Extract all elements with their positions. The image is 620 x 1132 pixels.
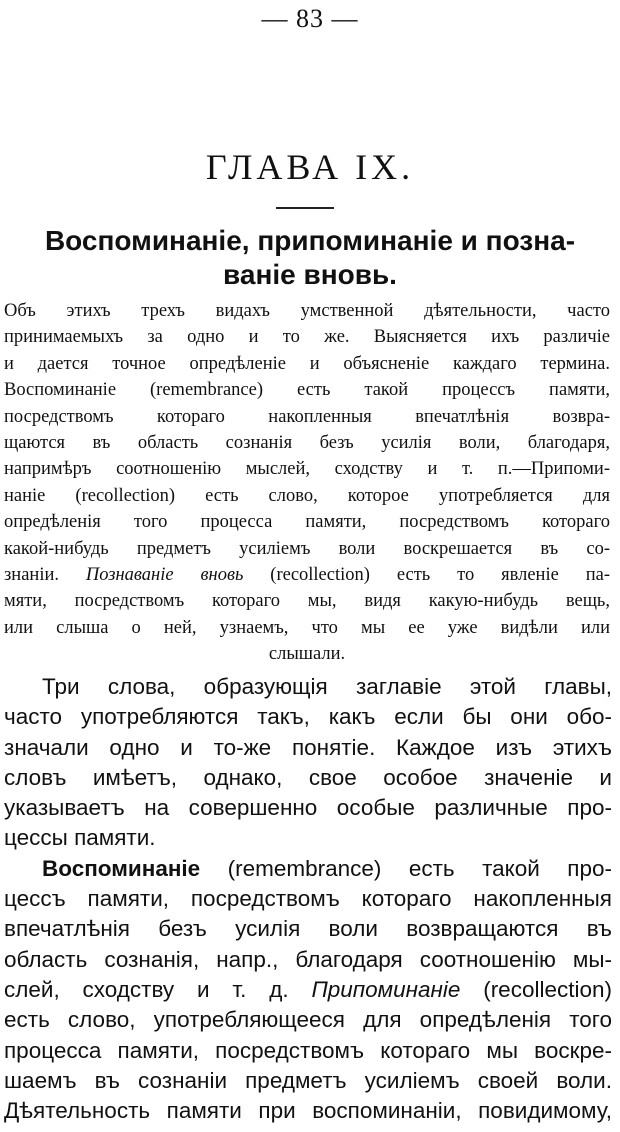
summary-line: слышали. — [268, 644, 346, 665]
bold-term: Воспоминаніе — [42, 855, 201, 881]
italic-term: Познаваніе вновь — [85, 565, 244, 586]
chapter-heading-line: ваніе вновь. — [223, 259, 397, 290]
body-line: цессы памяти. — [4, 825, 156, 851]
summary-line: наніе (recollection) есть слово, которое употребляется для — [4, 485, 610, 506]
body-line: слей, сходству и т. д. Припоминаніе (recollection) — [4, 976, 612, 1002]
body-line: указываетъ на совершенно особые различные про- — [4, 795, 612, 821]
summary-line: напримѣръ соотношенію мыслей, сходству и т. п.—Припоми- — [4, 459, 610, 480]
summary-line: опредѣленія того процесса памяти, посредствомъ котораго — [4, 512, 610, 533]
body-line: шаемъ въ сознаніи предметъ усиліемъ своей воли. — [4, 1067, 612, 1093]
summary-line: посредствомъ котораго накопленныя впечатлѣнія возвра- — [4, 406, 610, 427]
body-line: значали одно и то-же понятіе. Каждое изъ этихъ — [4, 734, 612, 760]
body-line: Дѣятельность памяти при воспоминаніи, повидимому, — [4, 1098, 612, 1124]
summary-line: знаніи. Познаваніе вновь (recollection) есть то явленіе па- — [4, 565, 610, 586]
body-line: процесса памяти, посредствомъ котораго мы воскре- — [4, 1037, 612, 1063]
body-line: словъ имѣетъ, однако, свое особое значеніе и — [4, 764, 612, 790]
summary-line: или слыша о ней, узнаемъ, что мы ее уже видѣли или — [4, 617, 610, 638]
summary-line: принимаемыхъ за одно и то же. Выясняется ихъ различіе — [4, 327, 610, 348]
title-divider — [276, 207, 334, 209]
body-text — [4, 672, 612, 1126]
body-line: есть слово, употребляющееся для опредѣленія того — [4, 1007, 612, 1033]
summary-line: мяти, посредствомъ котораго мы, видя какую-нибудь вещь, — [4, 591, 610, 612]
chapter-title: ГЛАВА IX. — [205, 147, 415, 187]
chapter-summary — [4, 298, 610, 668]
summary-line: щаются въ область сознанія безъ усилія воли, благодаря, — [4, 433, 610, 454]
italic-term: Припоминаніе — [311, 976, 461, 1002]
body-line: область сознанія, напр., благодаря соотношенію мы- — [4, 946, 612, 972]
chapter-heading-line: Воспоминаніе, припоминаніе и позна- — [44, 225, 576, 256]
summary-line: и дается точное опредѣленіе и объясненіе каждаго термина. — [4, 353, 610, 374]
page-number: — 83 — — [261, 4, 359, 33]
body-line: цессъ памяти, посредствомъ котораго накопленныя — [4, 886, 612, 912]
body-line: Три слова, образующія заглавіе этой главы, — [42, 674, 612, 699]
summary-line: Объ этихъ трехъ видахъ умственной дѣятельности, часто — [4, 301, 610, 321]
summary-line: Воспоминаніе (remembrance) есть такой процессъ памяти, — [4, 380, 610, 401]
body-line: часто употребляются такъ, какъ если бы они обо- — [4, 704, 612, 730]
body-line: Воспоминаніе (remembrance) есть такой про- — [42, 855, 612, 881]
chapter-heading — [0, 224, 620, 292]
body-line: впечатлѣнія безъ усилія воли возвращаются въ — [4, 916, 612, 942]
summary-line: какой-нибудь предметъ усиліемъ воли воскрешается въ со- — [4, 538, 610, 559]
